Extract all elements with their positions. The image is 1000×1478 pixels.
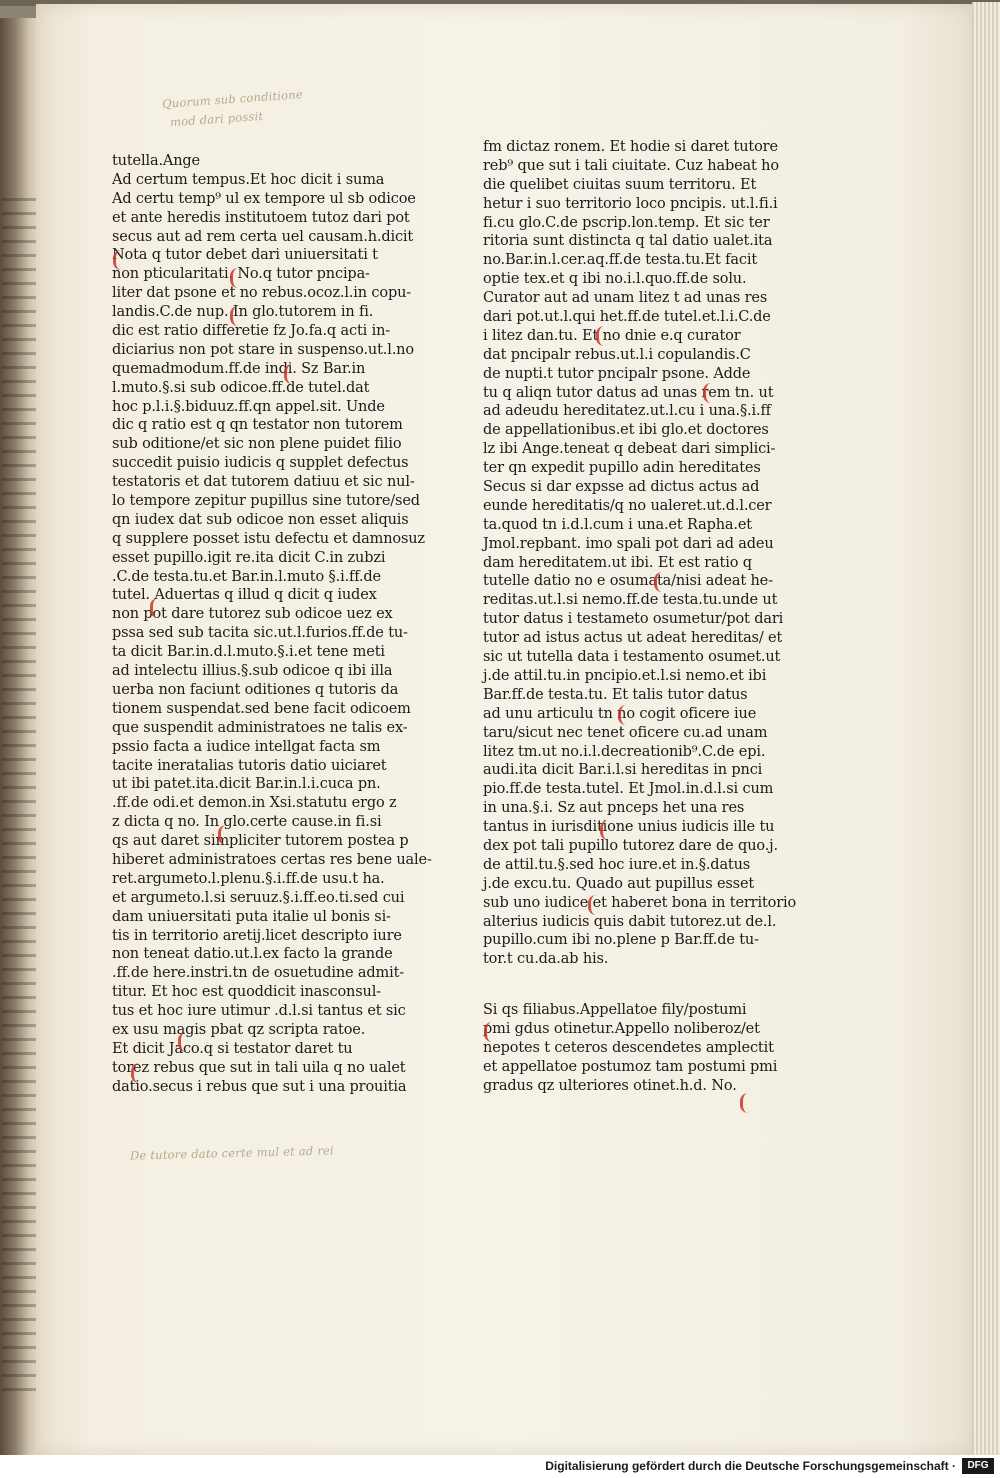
text-line: de nupti.t tutor pncipalr psone. Adde <box>483 365 751 382</box>
paragraph-mark <box>178 1032 188 1052</box>
text-line: torez rebus que sut in tali uila q no ualet <box>112 1059 406 1076</box>
text-line: tutelle datio no e osumata/nisi adeat he- <box>483 573 773 590</box>
text-line: ta.quod tn i.d.l.cum i una.et Rapha.et <box>483 516 752 533</box>
text-line: q supplere posset istu defectu et damnosuz <box>112 530 425 547</box>
text-line: sub uno iudice et haberet bona in territorio <box>483 894 797 911</box>
text-line: ret.argumeto.l.plenu.§.i.ff.de usu.t ha. <box>112 870 385 887</box>
marginal-note-bottom: De tutore dato certe mul et ad rei <box>129 1143 334 1163</box>
text-line: tutor datus i testameto osumetur/pot dari <box>483 611 784 628</box>
text-line: Curator aut ad unam litez t ad unas res <box>483 290 768 307</box>
text-line: ta dicit Bar.in.d.l.muto.§.i.et tene meti <box>112 644 385 661</box>
text-line: quemadmodum.ff.de indi. Sz Bar.in <box>112 360 366 377</box>
text-line: ad unu articulu tn no cogit oficere iue <box>483 705 757 722</box>
text-line <box>483 969 796 1001</box>
text-line: non pticularitati. No.q tutor pncipa- <box>112 266 370 283</box>
text-line: de attil.tu.§.sed hoc iure.et in.§.datus <box>483 856 751 873</box>
text-line: fm dictaz ronem. Et hodie si daret tutore <box>483 139 778 155</box>
digitization-footer <box>0 1455 1000 1478</box>
text-line: eunde hereditatis/q no ualeret.ut.d.l.cer <box>483 497 772 514</box>
text-line: que suspendit administratoes ne talis ex- <box>112 719 408 736</box>
text-line: Si qs filiabus.Appellatoe fily/postumi <box>483 1002 747 1019</box>
text-line: .C.de testa.tu.et Bar.in.l.muto §.i.ff.de <box>112 568 381 585</box>
text-line: in una.§.i. Sz aut pnceps het una res <box>483 800 745 817</box>
text-line: tutella.Ange <box>112 153 200 169</box>
facing-page-text <box>2 198 38 1398</box>
text-line: titur. Et hoc est quoddicit inasconsul- <box>112 984 381 1001</box>
text-line: dam hereditatem.ut ibi. Et est ratio q <box>483 554 752 571</box>
text-line: ad adeudu hereditatez.ut.l.cu i una.§.i.ff <box>483 403 771 420</box>
text-line: pupillo.cum ibi no.plene p Bar.ff.de tu- <box>483 932 759 949</box>
paragraph-mark <box>703 383 713 403</box>
paragraph-mark <box>596 326 606 346</box>
text-line: succedit puisio iudicis q supplet defectus <box>112 455 409 472</box>
text-line: pssio facta a iudice intellgat facta sm <box>112 738 381 755</box>
text-line: diciarius non pot stare in suspenso.ut.l.no <box>112 341 414 358</box>
text-line: lz ibi Ange.teneat q debeat dari simplici- <box>483 441 776 458</box>
text-line: ter qn expedit pupillo adin hereditates <box>483 460 761 477</box>
text-line: sic ut tutella data i testamento osumet.ut <box>483 649 781 666</box>
paragraph-mark <box>618 705 628 725</box>
paragraph-mark <box>600 820 610 840</box>
text-line: l.muto.§.si sub odicoe.ff.de tutel.dat <box>112 379 370 396</box>
text-line: uerba non faciunt oditiones q tutoris da <box>112 681 399 698</box>
paragraph-mark <box>218 825 228 845</box>
text-line: et appellatoe postumoz tam postumi pmi <box>483 1058 778 1075</box>
text-line: fi.cu glo.C.de pscrip.lon.temp. Et sic ter <box>483 214 770 231</box>
text-line: Et dicit Jaco.q si testator daret tu <box>112 1040 353 1057</box>
text-line: Secus si dar expsse ad dictus actus ad <box>483 479 760 496</box>
text-line: Ad certu temp⁹ ul ex tempore ul sb odicoe <box>112 190 416 207</box>
dfg-logo: DFG <box>962 1458 994 1474</box>
text-line: dic est ratio differetie fz Jo.fa.q acti in- <box>112 323 391 340</box>
footer-credit: Digitalisierung gefördert durch die Deutsche Forschungsgemeinschaft · <box>545 1459 956 1473</box>
text-line: tu q aliqn tutor datus ad unas rem tn. ut <box>483 384 774 401</box>
text-line: landis.C.de nup. In glo.tutorem in fi. <box>112 304 374 321</box>
text-line: qn iudex dat sub odicoe non esset aliquis <box>112 511 409 528</box>
text-line: .ff.de here.instri.tn de osuetudine admit- <box>112 965 405 982</box>
text-line: tus et hoc iure utimur .d.l.si tantus et sic <box>112 1003 406 1020</box>
text-line: tor.t cu.da.ab his. <box>483 951 609 968</box>
text-line: dic q ratio est q qn testator non tutorem <box>112 417 403 434</box>
text-line: tantus in iurisditione unius iudicis ille tu <box>483 819 775 836</box>
paragraph-mark <box>740 1093 750 1113</box>
text-line: ex usu magis pbat qz scripta ratoe. <box>112 1021 366 1038</box>
text-line: hetur i suo territorio loco pncipis. ut.l.fi.i <box>483 195 778 212</box>
text-line: pssa sed sub tacita sic.ut.l.furios.ff.de tu- <box>112 625 408 642</box>
text-line: ritoria sunt distincta q tal datio ualet.ita <box>483 233 773 250</box>
marginal-note-top-line1: Quorum sub conditione <box>161 87 304 111</box>
text-line: reditas.ut.l.si nemo.ff.de testa.tu.unde ut <box>483 592 778 609</box>
text-line: taru/sicut nec tenet oficere cu.ad unam <box>483 724 768 741</box>
paragraph-mark <box>131 1063 141 1083</box>
page-block-edge <box>972 2 1000 1455</box>
text-column-left <box>112 152 432 1097</box>
paragraph-mark <box>230 268 240 288</box>
paragraph-mark <box>150 598 160 618</box>
paragraph-mark <box>230 306 240 326</box>
marginal-note-top-line2: mod dari possit <box>169 108 264 130</box>
text-line: nepotes t ceteros descendetes amplectit <box>483 1039 774 1056</box>
text-line: optie tex.et q ibi no.i.l.quo.ff.de solu. <box>483 271 747 288</box>
text-line: dex pot tali pupillo tutorez dare de quo.j. <box>483 837 778 854</box>
text-line: non pot dare tutorez sub odicoe uez ex <box>112 606 393 623</box>
text-line: dam uniuersitati puta italie ul bonis si- <box>112 908 391 925</box>
text-line: sub oditione/et sic non plene puidet filio <box>112 436 402 453</box>
text-line: tionem suspendat.sed bene facit odicoem <box>112 700 411 717</box>
text-line: j.de attil.tu.in pncipio.et.l.si nemo.et ibi <box>483 667 767 684</box>
text-line: tutor ad istus actus ut adeat hereditas/ et <box>483 630 783 647</box>
text-line: .ff.de odi.et demon.in Xsi.statutu ergo z <box>112 795 397 812</box>
text-line: et argumeto.l.si seruuz.§.i.ff.eo.ti.sed cui <box>112 889 405 906</box>
text-line: pio.ff.de testa.tutel. Et Jmol.in.d.l.si cum <box>483 781 774 798</box>
text-line: z dicta q no. In glo.certe cause.in fi.si <box>112 814 382 831</box>
paragraph-mark <box>654 572 664 592</box>
text-line: gradus qz ulteriores otinet.h.d. No. <box>483 1077 737 1094</box>
text-line: j.de excu.tu. Quado aut pupillus esset <box>483 875 755 892</box>
text-line: secus aut ad rem certa uel causam.h.dicit <box>112 228 414 245</box>
text-line: reb⁹ que sut i tali ciuitate. Cuz habeat ho <box>483 157 779 174</box>
text-line: liter dat psone et no rebus.ocoz.l.in copu- <box>112 285 412 302</box>
text-line: Bar.ff.de testa.tu. Et talis tutor datus <box>483 686 748 703</box>
text-line: audi.ita dicit Bar.i.l.si hereditas in pnci <box>483 762 763 779</box>
text-line: datio.secus i rebus que sut i una prouitia <box>112 1078 407 1095</box>
text-line: i litez dan.tu. Et no dnie e.q curator <box>483 327 741 344</box>
text-line: qs aut daret simpliciter tutorem postea p <box>112 833 409 850</box>
text-column-right <box>483 138 796 1096</box>
text-line: tacite ineratalias tutoris datio uiciaret <box>112 757 387 774</box>
text-line: esset pupillo.igit re.ita dicit C.in zubzi <box>112 549 386 566</box>
text-line: Nota q tutor debet dari uniuersitati t <box>112 247 378 264</box>
text-line: de appellationibus.et ibi glo.et doctores <box>483 422 769 439</box>
text-line: tis in territorio aretij.licet descripto iure <box>112 927 402 944</box>
text-line: non teneat datio.ut.l.ex facto la grande <box>112 946 393 963</box>
paragraph-mark <box>588 895 598 915</box>
text-line: ad intelectu illius.§.sub odicoe q ibi illa <box>112 663 393 680</box>
text-line: no.Bar.in.l.cer.aq.ff.de testa.tu.Et facit <box>483 252 758 269</box>
text-line: lo tempore zepitur pupillus sine tutore/sed <box>112 493 420 510</box>
paragraph-mark <box>113 250 123 270</box>
text-line: ut ibi patet.ita.dicit Bar.in.l.i.cuca pn. <box>112 776 381 793</box>
paragraph-mark <box>284 364 294 384</box>
text-line: hiberet administratoes certas res bene uale- <box>112 851 432 868</box>
text-line: litez tm.ut no.i.l.decreationib⁹.C.de epi. <box>483 743 766 760</box>
text-line: et ante heredis institutoem tutoz dari pot <box>112 209 410 226</box>
text-line: alterius iudicis quis dabit tutorez.ut de.l. <box>483 913 777 930</box>
text-line: Ad certum tempus.Et hoc dicit i suma <box>112 171 385 188</box>
text-line: dat pncipalr rebus.ut.l.i copulandis.C <box>483 346 751 363</box>
text-line: testatoris et dat tutorem datiuu et sic nul- <box>112 474 415 491</box>
text-line: die quelibet ciuitas suum territoru. Et <box>483 176 757 193</box>
text-line: Jmol.repbant. imo spali pot dari ad adeu <box>483 535 774 552</box>
text-line: pmi gdus otinetur.Appello noliberoz/et <box>483 1021 760 1038</box>
text-line: dari pot.ut.l.qui het.ff.de tutel.et.l.i.C.de <box>483 309 771 326</box>
text-line: hoc p.l.i.§.biduuz.ff.qn appel.sit. Unde <box>112 398 385 415</box>
paragraph-mark <box>484 1022 494 1042</box>
text-line: tutel. Aduertas q illud q dicit q iudex <box>112 587 377 604</box>
